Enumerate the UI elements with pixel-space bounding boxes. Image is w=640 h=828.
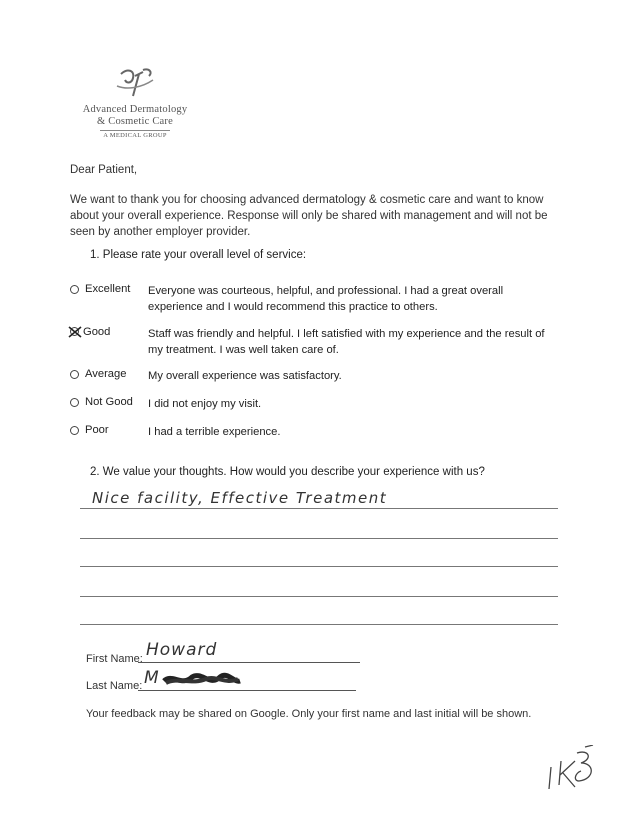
greeting: Dear Patient, [70,164,138,176]
option-good-desc: Staff was friendly and helpful. I left satisfied with my experience and the result of my treatment. I was well taken care of. [148,328,545,356]
first-name-label: First Name: [86,653,143,665]
option-not-good-desc: I did not enjoy my visit. [148,398,262,410]
option-excellent-label: Excellent [70,283,130,295]
first-name-field[interactable] [138,640,360,663]
last-name-field[interactable] [138,668,356,691]
option-good-label: Good [70,326,110,338]
answer-line [80,596,558,597]
answer-line [80,566,558,567]
logo-mark-icon [113,66,157,100]
question-1: 1. Please rate your overall level of service: [90,249,307,261]
answer-line [80,508,558,509]
radio-unchecked-icon[interactable] [70,426,79,435]
radio-unchecked-icon[interactable] [70,398,79,407]
question-2: 2. We value your thoughts. How would you describe your experience with us? [90,466,485,478]
answer-2-handwriting[interactable]: Nice facility, Effective Treatment [92,489,388,507]
option-excellent-desc: Everyone was courteous, helpful, and professional. I had a great overall experience and I would recommend this practice to others. [148,285,504,313]
logo-line-2: & Cosmetic Care [97,116,173,127]
option-not-good-label: Not Good [70,396,133,408]
footer-note: Your feedback may be shared on Google. Only your first name and last initial will be shown. [86,708,532,720]
option-poor-desc: I had a terrible experience. [148,426,281,438]
last-name-label: Last Name: [86,680,143,692]
answer-line [80,538,558,539]
last-name-value: M [144,668,159,688]
first-name-value: Howard [146,640,218,660]
radio-checked-icon[interactable] [70,327,82,337]
radio-unchecked-icon[interactable] [70,370,79,379]
practice-logo [70,66,200,139]
initials-signature-icon [545,745,605,795]
option-poor-label: Poor [70,424,109,436]
redaction-scribble-icon [162,671,242,689]
option-average-label: Average [70,368,126,380]
logo-line-3: A MEDICAL GROUP [103,132,167,139]
answer-line [80,624,558,625]
radio-unchecked-icon[interactable] [70,285,79,294]
option-average-desc: My overall experience was satisfactory. [148,370,342,382]
logo-line-1: Advanced Dermatology [82,104,188,115]
staff-initials [545,745,605,795]
intro-paragraph: We want to thank you for choosing advanced dermatology & cosmetic care and want to know about your overall experience. Response will only be shared with management and will not be seen by another employer provider. [70,194,548,238]
